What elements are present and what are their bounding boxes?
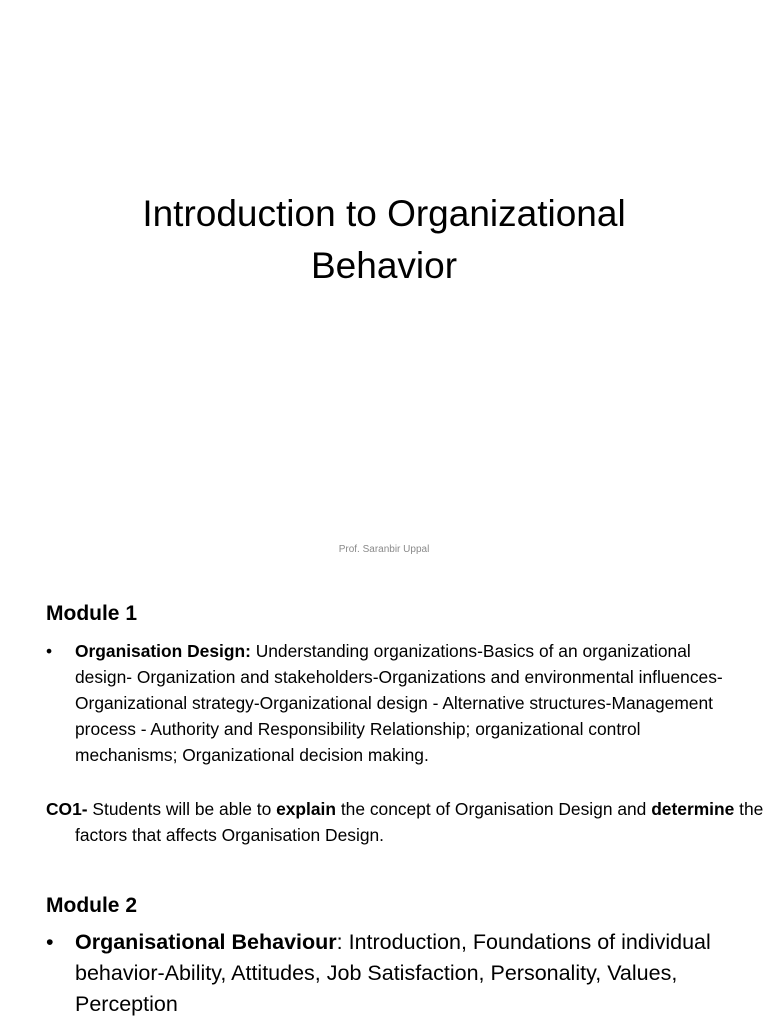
co1-label: CO1- <box>46 799 88 819</box>
co1-bold-determine: determine <box>651 799 735 819</box>
module-1-item-text: Understanding organizations-Basics of an organizational design- Organization and stakeholders-Organizations and environmental influences-Organizational strategy-Organizational design - Alternative structures-Management process - Authority and Responsibility Relationship; organizational control mechanisms; Organizational decision making. <box>75 641 723 766</box>
module-2-item <box>46 927 736 1021</box>
co1-text-1: Students will be able to <box>87 799 277 819</box>
module-2-item-text: : Introduction, Foundations of individual behavior-Ability, Attitudes, Job Satisfaction, Personality, Values, Perception <box>75 930 711 1017</box>
author-name: Prof. Saranbir Uppal <box>338 544 430 555</box>
module-1-item <box>46 638 736 769</box>
co1-text-2: the concept of Organisation Design and <box>336 799 652 819</box>
course-outcome-1 <box>46 796 765 848</box>
module-1-list <box>46 638 736 769</box>
modules-slide <box>0 576 768 1024</box>
co1-text-3: the factors that affects Organisation Design. <box>75 799 764 846</box>
module-2-list <box>46 927 736 1021</box>
bullet-icon: • <box>46 930 54 954</box>
module-2-item-label: Organisational Behaviour <box>75 930 337 954</box>
module-2-heading: Module 2 <box>46 894 138 917</box>
module-1-heading: Module 1 <box>46 602 138 625</box>
bullet-icon: • <box>46 641 53 661</box>
slide-title: Introduction to Organizational Behavior <box>142 193 626 286</box>
module-1-item-label: Organisation Design: <box>75 641 251 661</box>
co1-bold-explain: explain <box>276 799 337 819</box>
